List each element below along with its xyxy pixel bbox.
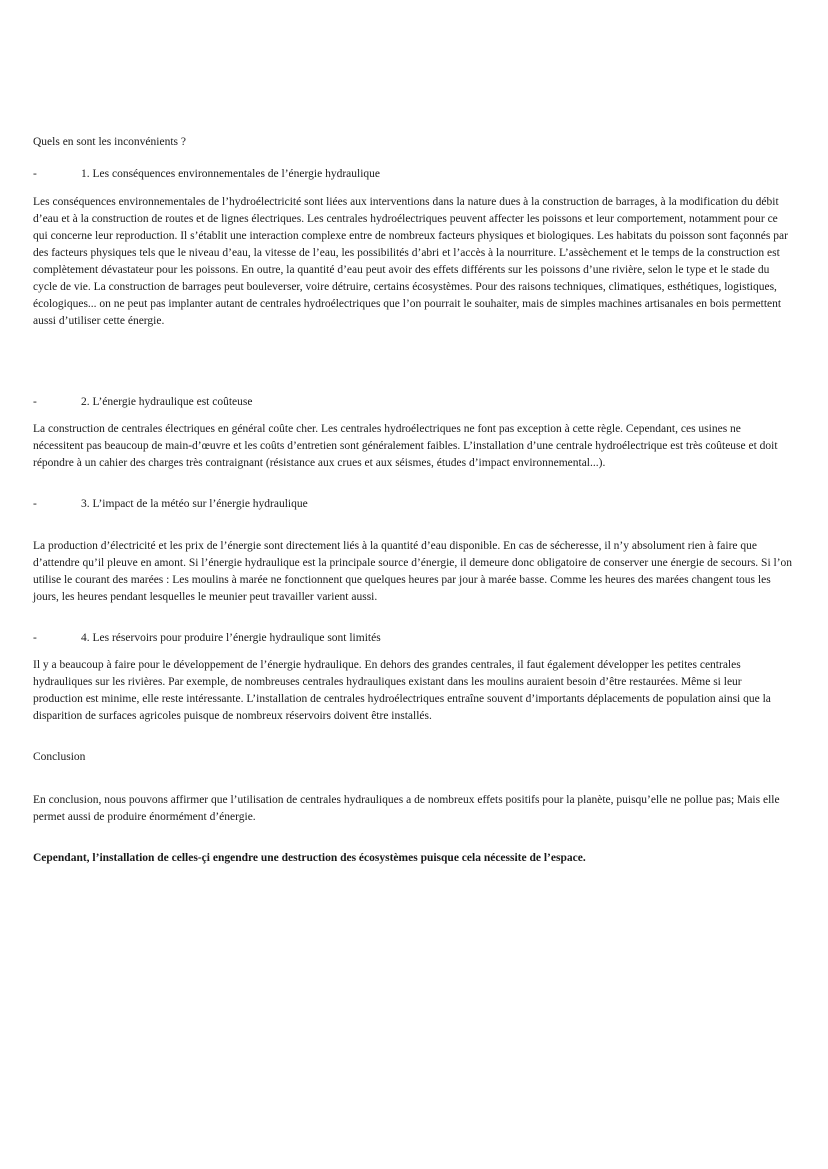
section-body-4: Il y a beaucoup à faire pour le développement de l’énergie hydraulique. En dehors des grandes centrales, il faut également développer les petites centrales hydrauliques sur les rivières. Par exemple, de nombreuses centrales hydrauliques existant dans les moulins auraient besoin d’être restaurées. Même si leur production est minime, elle reste intéressante. L’installation de centrales hydroélectriques entraîne souvent d’importants déplacements de population ainsi que la disparition de surfaces agricoles puisque de nombreux réservoirs doivent être installés. bbox=[33, 659, 771, 722]
conclusion-final-statement: Cependant, l’installation de celles-çi engendre une destruction des écosystèmes puisque cela nécessite de l’espace. bbox=[33, 852, 586, 864]
section-title: 2. L’énergie hydraulique est coûteuse bbox=[81, 396, 253, 408]
conclusion-body: En conclusion, nous pouvons affirmer que l’utilisation de centrales hydrauliques a de nombreux effets positifs pour la planète, puisqu’elle ne pollue pas; Mais elle permet aussi de produire énormément d’énergie. bbox=[33, 794, 780, 823]
section-heading-2 bbox=[33, 394, 793, 411]
section-heading-1 bbox=[33, 166, 793, 183]
list-dash: - bbox=[33, 396, 37, 408]
list-dash: - bbox=[33, 632, 37, 644]
section-title: 4. Les réservoirs pour produire l’énergie hydraulique sont limités bbox=[81, 632, 381, 644]
section-body-2: La construction de centrales électriques en général coûte cher. Les centrales hydroélectriques ne font pas exception à cette règle. Cependant, ces usines ne nécessitent pas beaucoup de main-d’œuvre et les coûts d’entretien sont généralement faibles. L’installation d’une centrale hydroélectrique est très coûteuse et doit répondre à un cahier des charges très contraignant (résistance aux crues et aux séismes, études d’impact environnemental...). bbox=[33, 423, 778, 469]
section-title: 3. L’impact de la météo sur l’énergie hydraulique bbox=[81, 498, 308, 510]
conclusion-title: Conclusion bbox=[33, 751, 86, 763]
list-dash: - bbox=[33, 168, 37, 180]
section-title: 1. Les conséquences environnementales de l’énergie hydraulique bbox=[81, 168, 380, 180]
list-dash: - bbox=[33, 498, 37, 510]
intro-question: Quels en sont les inconvénients ? bbox=[33, 136, 186, 148]
section-body-1: Les conséquences environnementales de l’hydroélectricité sont liées aux interventions dans la nature dues à la construction de barrages, à la modification du débit d’eau et à la construction de routes et de lignes électriques. Les centrales hydroélectriques peuvent affecter les poissons et leur comportement, notamment pour ce qui concerne leur reproduction. Il s’établit une interaction complexe entre de nombreux facteurs physiques et biologiques. Les habitats du poisson sont façonnés par des facteurs physiques tels que le niveau d’eau, la vitesse de l’eau, les possibilités d’abri et l’accès à la nourriture. L’assèchement et le temps de la construction est complètement dévastateur pour les poissons. En outre, la quantité d’eau peut avoir des effets différents sur les poissons d’une rivière, selon le type et le stade du cycle de vie. La construction de barrages peut bouleverser, voire détruire, certains écosystèmes. Pour des raisons techniques, climatiques, esthétiques, logistiques, écologiques... on ne peut pas implanter autant de centrales hydroélectriques que l’on pourrait le souhaiter, mais de simples machines artisanales en bois permettent aussi d’utiliser cette énergie. bbox=[33, 196, 788, 327]
section-body-3: La production d’électricité et les prix de l’énergie sont directement liés à la quantité d’eau disponible. En cas de sécheresse, il n’y absolument rien à faire que d’attendre qu’il pleuve en amont. Si l’énergie hydraulique est la principale source d’énergie, il demeure donc obligatoire de conserver une énergie de secours. Si l’on utilise le courant des marées : Les moulins à marée ne fonctionnent que quelques heures par jour à marée basse. Comme les heures des marées changent tous les jours, les heures pendant lesquelles le meunier peut travailler varient aussi. bbox=[33, 540, 793, 603]
section-heading-3 bbox=[33, 496, 793, 513]
section-heading-4 bbox=[33, 630, 793, 647]
